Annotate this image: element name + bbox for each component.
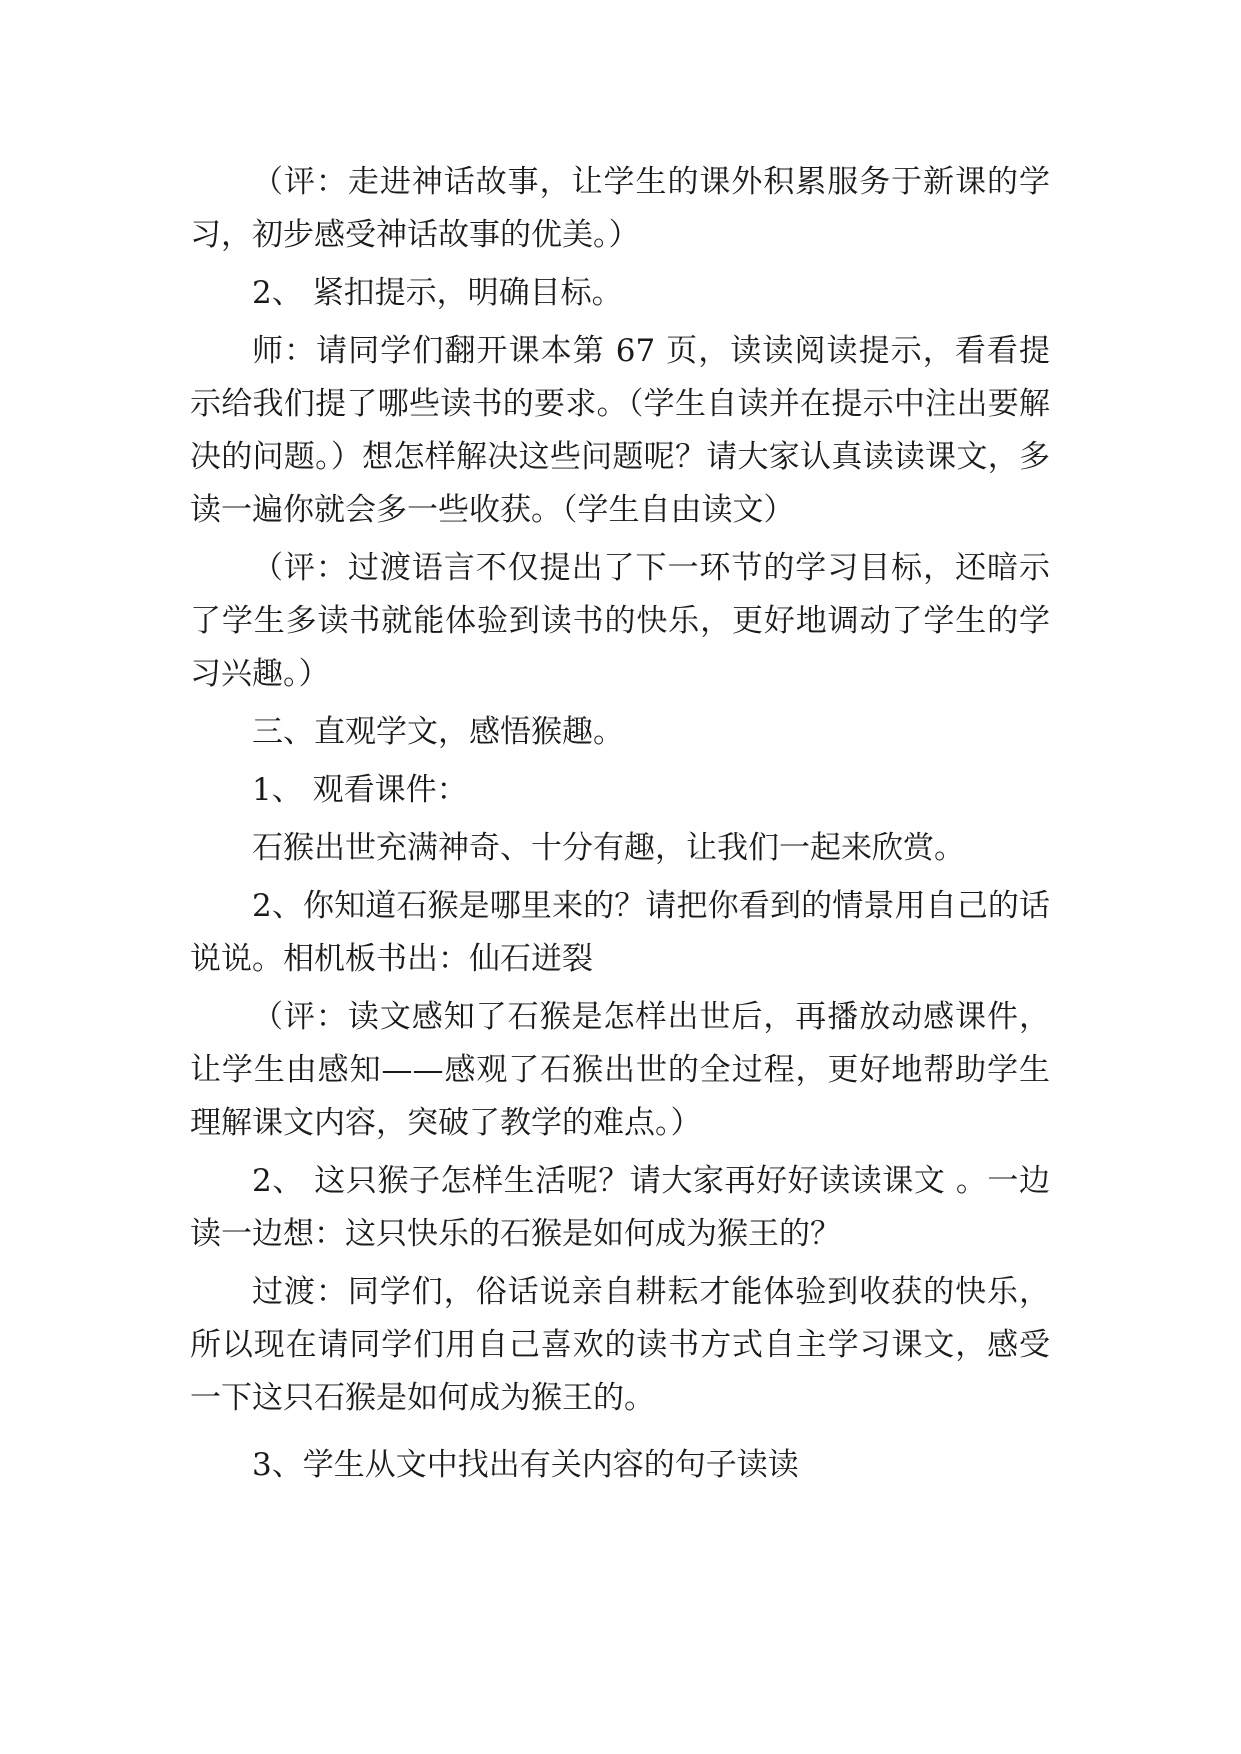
step-paragraph: 2、 紧扣提示，明确目标。 xyxy=(252,275,623,311)
body-paragraph: 石猴出世充满神奇、十分有趣，让我们一起来欣赏。 xyxy=(252,830,965,866)
step-paragraph: 2、你知道石猴是哪里来的？请把你看到的情景用自己的话说说。相机板书出：仙石迸裂 xyxy=(190,888,1050,977)
transition-paragraph: 过渡：同学们，俗话说亲自耕耘才能体验到收获的快乐，所以现在请同学们用自己喜欢的读书方式自主学习课文，感受一下这只石猴是如何成为猴王的。 xyxy=(190,1274,1050,1416)
step-paragraph: 2、 这只猴子怎样生活呢？请大家再好好读读课文 。一边读一边想：这只快乐的石猴是如何成为猴王的？ xyxy=(190,1163,1050,1252)
document-body xyxy=(190,156,1050,1492)
section-heading: 三、直观学文，感悟猴趣。 xyxy=(252,714,624,750)
comment-paragraph: （评：过渡语言不仅提出了下一环节的学习目标，还暗示了学生多读书就能体验到读书的快乐，更好地调动了学生的学习兴趣。） xyxy=(190,550,1050,692)
teacher-paragraph: 师：请同学们翻开课本第 67 页，读读阅读提示，看看提示给我们提了哪些读书的要求。（学生自读并在提示中注出要解决的问题。）想怎样解决这些问题呢？请大家认真读读课文，多读一遍你就会多一些收获。（学生自由读文） xyxy=(190,333,1050,528)
step-paragraph: 1、 观看课件： xyxy=(252,772,468,808)
comment-paragraph: （评：走进神话故事，让学生的课外积累服务于新课的学习，初步感受神话故事的优美。） xyxy=(190,164,1050,253)
comment-paragraph: （评：读文感知了石猴是怎样出世后，再播放动感课件，让学生由感知——感观了石猴出世的全过程，更好地帮助学生理解课文内容，突破了教学的难点。） xyxy=(190,999,1050,1141)
step-paragraph: 3、学生从文中找出有关内容的句子读读 xyxy=(252,1447,799,1483)
